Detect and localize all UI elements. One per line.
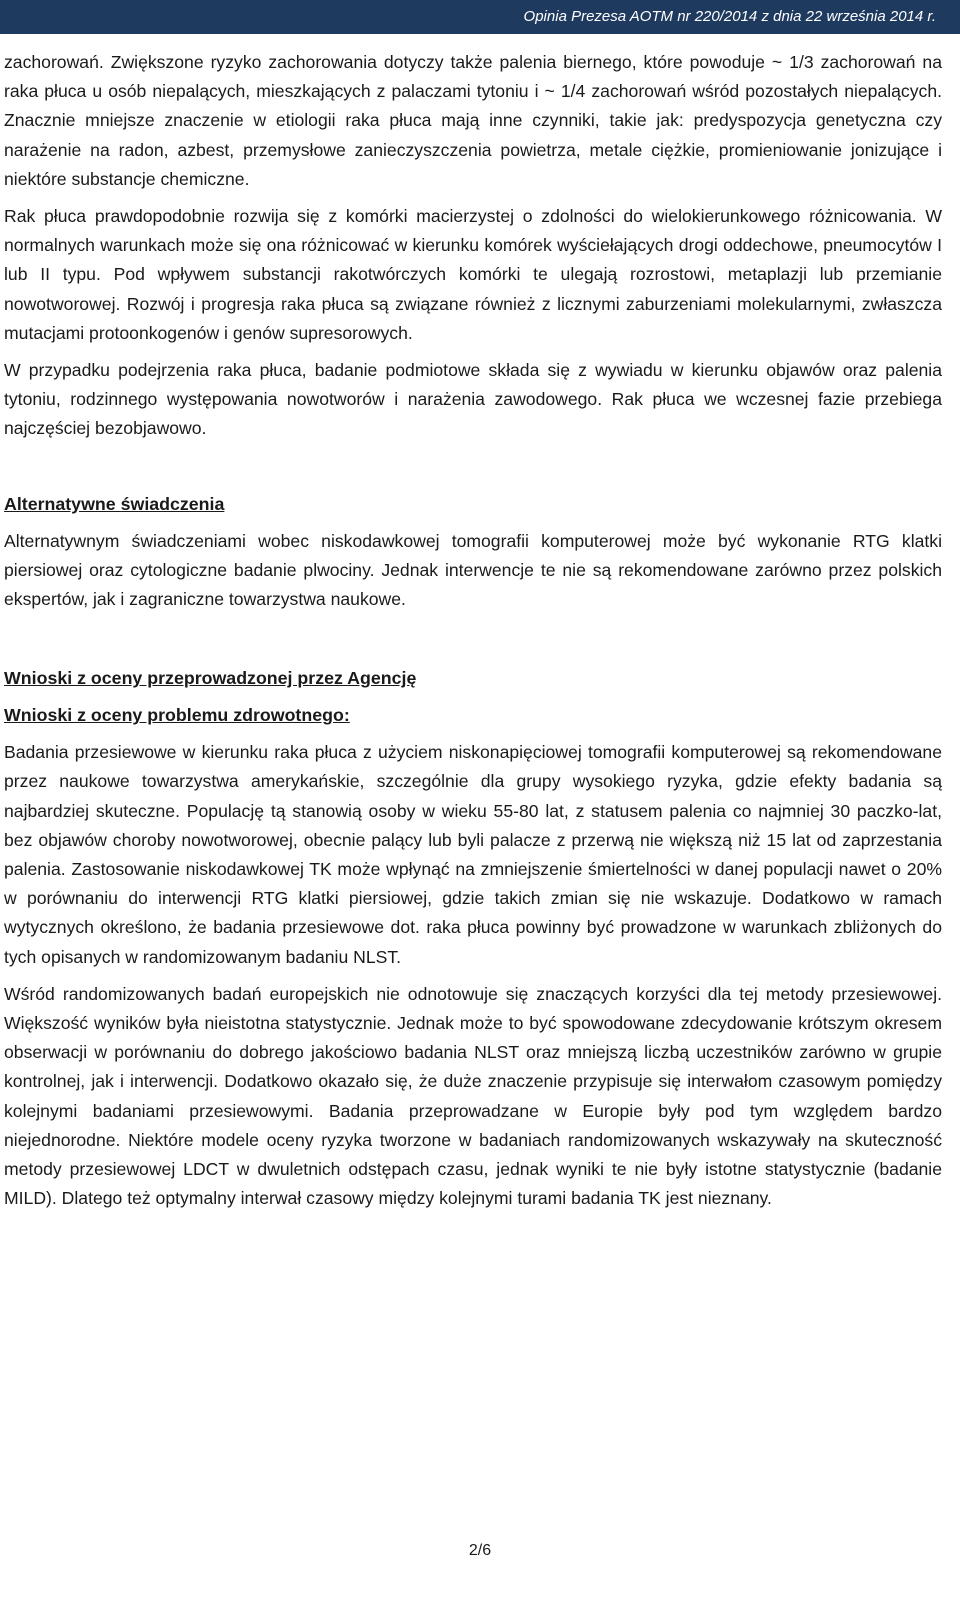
heading-health-problem: Wnioski z oceny problemu zdrowotnego: bbox=[4, 705, 350, 726]
paragraph-etiology: zachorowań. Zwiększone ryzyko zachorowania dotyczy także palenia biernego, które powoduje ~ 1/3 zachorowań na raka płuca u osób niepalących, mieszkających z palaczami tytoniu i ~ 1/4 zachorowań wśród pozostałych niepalących. Znacznie mniejsze znaczenie w etiologii raka płuca mają inne czynniki, takie jak: predyspozycja genetyczna czy narażenie na radon, azbest, przemysłowe zanieczyszczenia powietrza, metale ciężkie, promieniowanie jonizujące i niektóre substancje chemiczne. bbox=[4, 52, 942, 189]
paragraph-european-trials: Wśród randomizowanych badań europejskich nie odnotowuje się znaczących korzyści dla tej metody przesiewowej. Większość wyników była nieistotna statystycznie. Jednak może to być spowodowane zdecydowanie krótszym okresem obserwacji w porównaniu do dobrego jakościowo badania NLST oraz mniejszą liczbą uczestników zarówno w grupie kontrolnej, jak i interwencji. Dodatkowo okazało się, że duże znaczenie przypisuje się interwałom czasowym pomiędzy kolejnymi badaniami przesiewowymi. Badania przeprowadzane w Europie były pod tym względem bardzo niejednorodne. Niektóre modele oceny ryzyka tworzone w badaniach randomizowanych wskazywały na skuteczność metody przesiewowej LDCT w dwuletnich odstępach czasu, jednak wyniki te nie były istotne statystycznie (badanie MILD). Dlatego też optymalny interwał czasowy między kolejnymi turami badania TK jest nieznany. bbox=[4, 983, 942, 1209]
paragraph-screening-recommendations: Badania przesiewowe w kierunku raka płuca z użyciem niskonapięciowej tomografii komputerowej są rekomendowane przez naukowe towarzystwa amerykańskie, szczególnie dla grupy wysokiego ryzyka, gdzie efekty badania są najbardziej skuteczne. Populację tą stanowią osoby w wieku 55-80 lat, z statusem palenia co najmniej 30 paczko-lat, bez objawów choroby nowotworowej, obecnie palący lub byli palacze z przerwą nie większą niż 15 lat od zaprzestania palenia. Zastosowanie niskodawkowej TK może wpłynąć na zmniejszenie śmiertelności w danej populacji nawet o 20% w porównaniu do interwencji RTG klatki piersiowej, gdzie takich zmian się nie wskazuje. Dodatkowo w ramach wytycznych określono, że badania przesiewowe dot. raka płuca powinny być prowadzone w warunkach zbliżonych do tych opisanych w randomizowanym badaniu NLST. bbox=[4, 742, 942, 967]
document-body bbox=[4, 48, 942, 1214]
heading-alternatives: Alternatywne świadczenia bbox=[4, 493, 225, 514]
page-header bbox=[0, 0, 960, 34]
paragraph-diagnosis: W przypadku podejrzenia raka płuca, badanie podmiotowe składa się z wywiadu w kierunku objawów oraz palenia tytoniu, rodzinnego występowania nowotworów i narażenia zawodowego. Rak płuca we wczesnej fazie przebiega najczęściej bezobjawowo. bbox=[4, 360, 942, 439]
paragraph-pathogenesis: Rak płuca prawdopodobnie rozwija się z komórki macierzystej o zdolności do wielokierunkowego różnicowania. W normalnych warunkach może się ona różnicować w kierunku komórek wyściełających drogi oddechowe, pneumocytów I lub II typu. Pod wpływem substancji rakotwórczych komórki te ulegają rozrostowi, metaplazji lub przemianie nowotworowej. Rozwój i progresja raka płuca są związane również z licznymi zaburzeniami molekularnymi, zwłaszcza mutacjami protoonkogenów i genów supresorowych. bbox=[4, 206, 942, 343]
header-text: Opinia Prezesa AOTM nr 220/2014 z dnia 22 września 2014 r. bbox=[523, 8, 936, 25]
heading-conclusions: Wnioski z oceny przeprowadzonej przez Agencję bbox=[4, 668, 417, 689]
paragraph-alternatives: Alternatywnym świadczeniami wobec niskodawkowej tomografii komputerowej może być wykonanie RTG klatki piersiowej oraz cytologiczne badanie plwociny. Jednak interwencje te nie są rekomendowane zarówno przez polskich ekspertów, jak i zagraniczne towarzystwa naukowe. bbox=[4, 530, 942, 610]
page-number: 2/6 bbox=[468, 1542, 492, 1559]
